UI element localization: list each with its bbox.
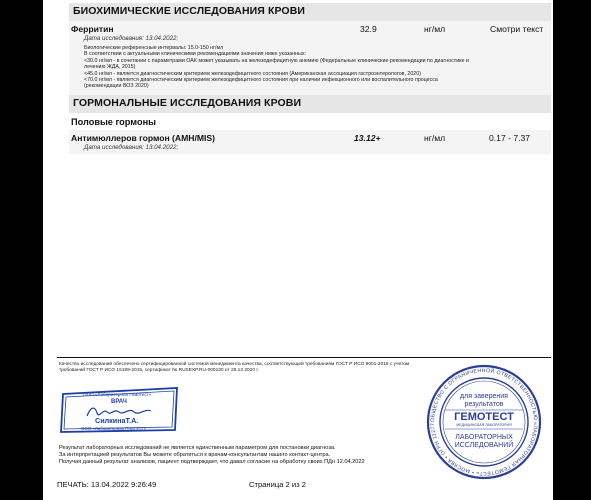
ferritin-note-line: <30.0 нг/мл - в сочетании с параметрами ОАК может указывать на железодефицитную анемию (Федеральные клинические рекомендации по диагностике и <box>84 57 469 64</box>
seal-top-text-2: результатов <box>464 401 504 408</box>
ferritin-reference: Смотри текст <box>490 24 544 34</box>
footer-disclaimer <box>59 445 365 467</box>
stamp-role: ВРАЧ <box>111 399 127 405</box>
hormones-section-title: ГОРМОНАЛЬНЫЕ ИССЛЕДОВАНИЯ КРОВИ <box>73 97 302 109</box>
ferritin-name: Ферритин <box>71 24 114 34</box>
footer-line: Результат лабораторных исследований не является единственным параметром для постановки диагноза. <box>59 445 336 451</box>
seal-ring-text: ОБЩЕСТВО С ОГРАНИЧЕННОЙ ОТВЕТСТВЕННОСТЬЮ «ЛАБОРАТОРНАЯ ГЕМОТЕСТ» • МОСКВА • ОГРН 11277 <box>429 367 539 477</box>
footer-line: За интерпретацией результатов Вы можете обратиться к врачам-консультантам нашего контакт-центра. <box>59 452 331 459</box>
ferritin-value: 32.9 <box>360 24 377 34</box>
amh-reference: 0.17 - 7.37 <box>489 133 531 143</box>
seal-top-text: для заверения <box>460 393 508 400</box>
lab-seal <box>425 363 543 481</box>
ferritin-note-line: лечению ЖДА, 2015) <box>84 64 136 71</box>
ferritin-note-line: <45.0 нг/мл - является диагностическим критерием железодефицитного состояния (Американская ассоциация гастроэнтерологов, 2020) <box>84 70 421 77</box>
footer-separator <box>57 357 551 358</box>
seal-brand: ГЕМОТЕСТ <box>454 411 514 423</box>
ferritin-note-line: В соответствии с актуальными клиническими рекомендациями значения ниже указанных: <box>84 51 306 58</box>
seal-bottom-text-2: ИССЛЕДОВАНИЙ <box>454 442 514 449</box>
ferritin-note-line: <70.0 нг/мл - является диагностическим критерием железодефицитного состояния при наличии инфекционного или воспалительного процесса <box>84 77 438 84</box>
amh-value: 13.12+ <box>354 133 381 143</box>
amh-name: Антимюллеров гормон (AMH/MIS) <box>71 133 216 143</box>
biochem-section-title: БИОХИМИЧЕСКИЕ ИССЛЕДОВАНИЯ КРОВИ <box>73 5 306 17</box>
quality-statement <box>59 362 409 374</box>
ferritin-note-line: Биологические референсные интервалы: 15.0-150 нг/мл <box>84 45 224 51</box>
stamp-org-top: ООО «Лабораторная Гемотест» <box>83 392 152 397</box>
stamp-org-bottom: ООО «Лабораторная Гемотест» <box>81 426 147 431</box>
footer-line: Получая данный результат анализов, пациент подтверждает, что давал согласие на обработку своих ПДн 12.04.2022 <box>59 459 365 466</box>
ferritin-note-line: (рекомендации ВОЗ 2020) <box>84 83 149 90</box>
seal-bottom-text: ЛАБОРАТОРНЫХ <box>455 434 513 441</box>
amh-unit: нг/мл <box>424 133 446 143</box>
ferritin-notes <box>84 45 469 90</box>
biochem-section-header <box>69 3 551 21</box>
doctor-stamp-graphic <box>59 386 179 434</box>
lab-report-page <box>43 0 553 500</box>
ferritin-unit: нг/мл <box>424 24 446 34</box>
print-timestamp: ПЕЧАТЬ: 13.04.2022 9:26:49 <box>57 480 157 489</box>
ferritin-date: Дата исследования: 13.04.2022; <box>84 35 179 42</box>
doctor-stamp <box>59 386 179 434</box>
seal-brand-sub: МЕДИЦИНСКАЯ ЛАБОРАТОРИЯ <box>456 423 512 427</box>
quality-line: Качество исследований обеспечено сертифицированной системой менеджмента качества, соответствующей требованиям ГОСТ Р ИСО 9001-2015 с учетом <box>59 362 410 367</box>
amh-date: Дата исследования: 13.04.2022; <box>84 144 179 151</box>
lab-seal-graphic <box>425 363 543 481</box>
sex-hormones-subheader: Половые гормоны <box>71 117 156 127</box>
stamp-doctor-name: СилкинаТ.А. <box>95 416 139 425</box>
page-number: Страница 2 из 2 <box>249 480 306 489</box>
quality-line: требований ГОСТ Р ИСО 15189-2015, сертификат № RUSEXP.RU-000130 от 29.12.2020 г. <box>59 368 259 373</box>
hormones-section-header <box>69 95 551 113</box>
